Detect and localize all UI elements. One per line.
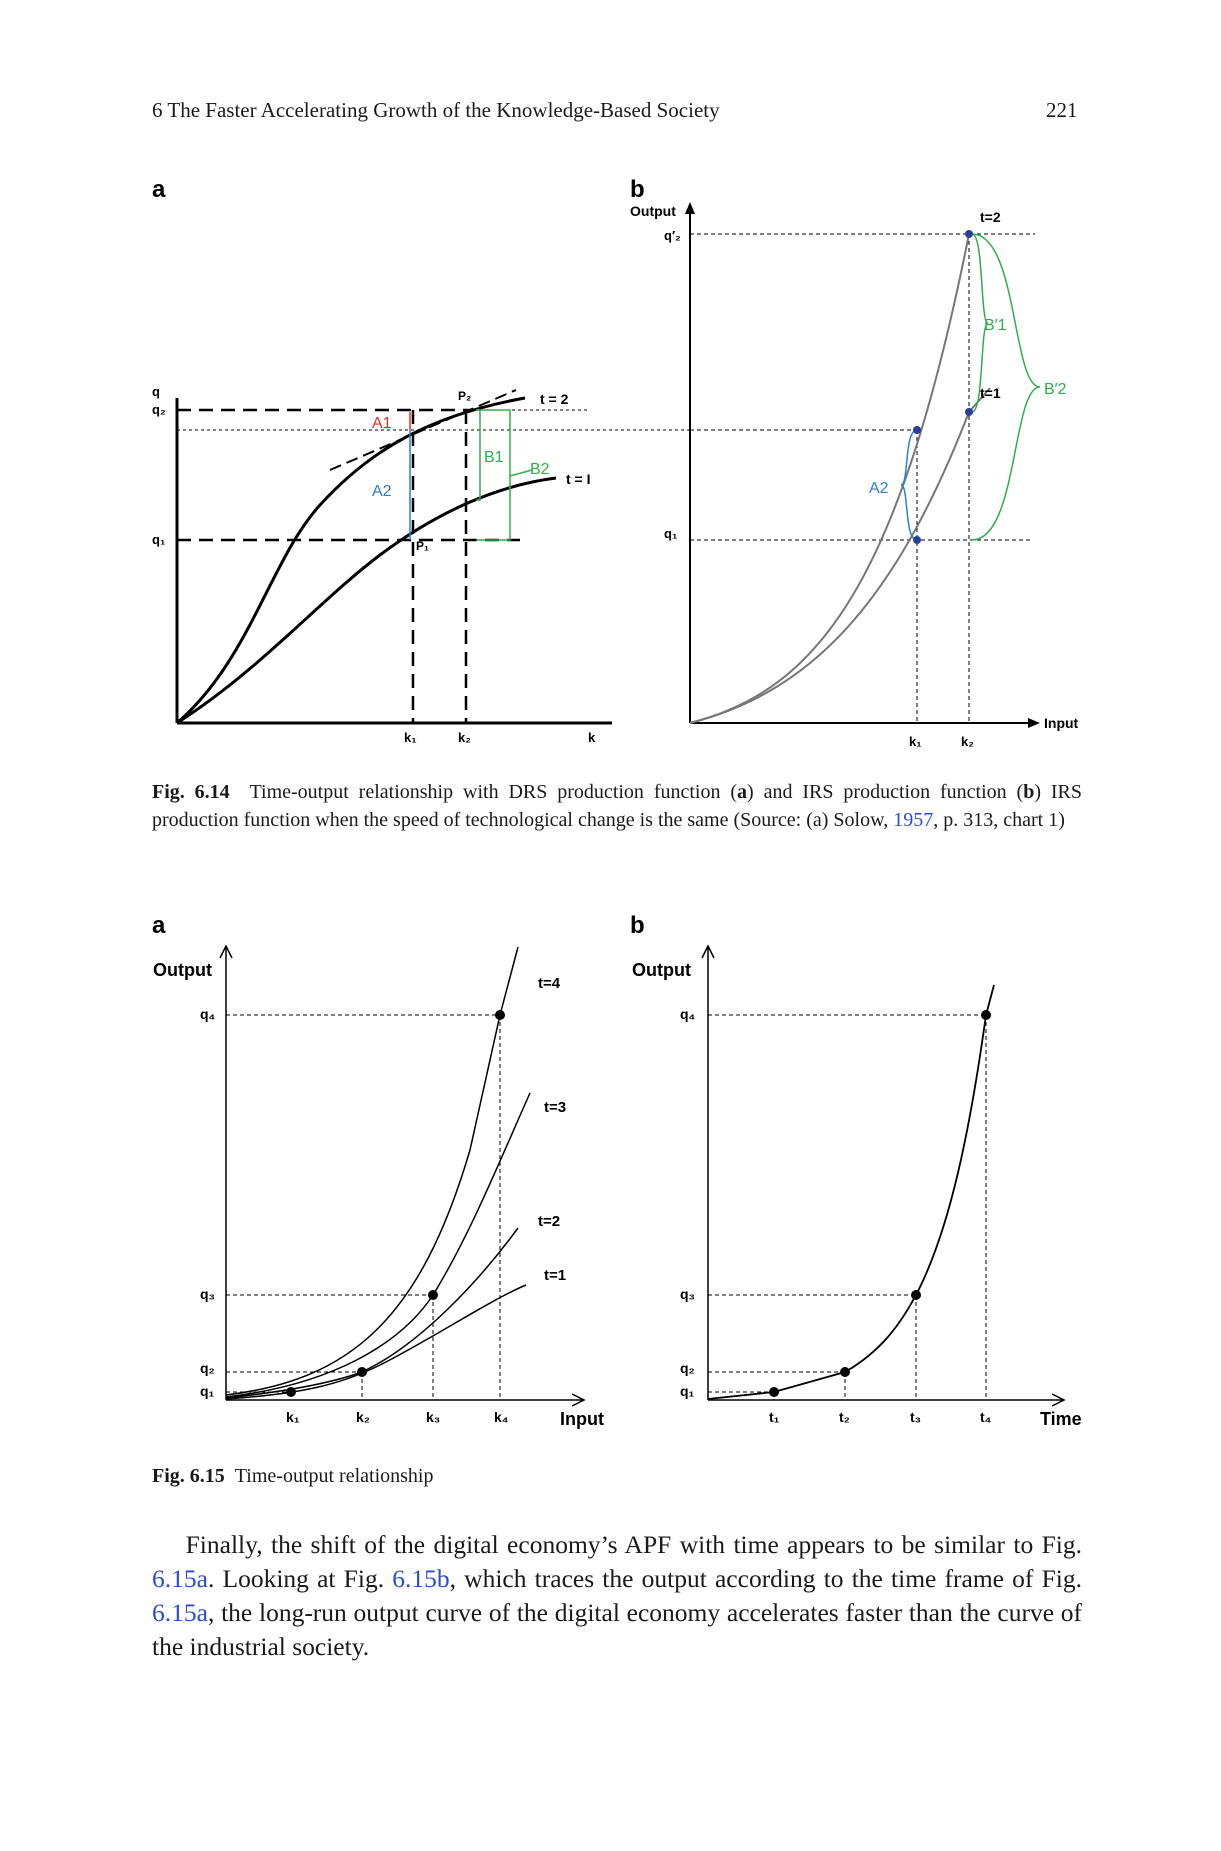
- fig615b-time-label: Time: [1040, 1409, 1082, 1429]
- figure-6-14: [0, 170, 1221, 760]
- fig615a-k1-label: k₁: [286, 1409, 300, 1425]
- fig614b-t2-label: t=2: [980, 209, 1001, 225]
- fig614b-a2-label: A2: [869, 480, 889, 497]
- fig614b-output-label: Output: [630, 203, 676, 219]
- fig614b-k2-label: k₂: [961, 734, 975, 749]
- fig615-panel-b-letter: b: [630, 912, 645, 939]
- fig615a-point-q4: [495, 1010, 505, 1020]
- fig615a-point-q3: [428, 1290, 438, 1300]
- fig614a-b1-bracket: [476, 410, 480, 500]
- fig614a-b2-tick: [510, 470, 532, 476]
- fig615a-k4-label: k₄: [494, 1409, 509, 1425]
- fig614-caption-citation-link[interactable]: 1957: [893, 809, 934, 831]
- fig614-panel-b-letter: b: [630, 176, 645, 203]
- fig614a-k1-label: k₁: [404, 730, 417, 745]
- fig615a-point-q2: [357, 1367, 367, 1377]
- fig615a-input-label: Input: [560, 1409, 604, 1429]
- fig615b-output-curve: [708, 985, 994, 1399]
- fig615b-t1-label: t₁: [769, 1409, 780, 1425]
- fig615a-curve-t3: [226, 1093, 530, 1397]
- fig614-caption-b: b: [1023, 781, 1035, 803]
- fig614a-k2-label: k₂: [458, 730, 472, 745]
- fig615a-t3-label: t=3: [544, 1099, 567, 1116]
- fig614a-a2-label: A2: [372, 483, 392, 500]
- fig615b-output-label: Output: [632, 960, 691, 980]
- fig614-caption-label: Fig. 6.14: [152, 781, 230, 803]
- fig615a-curve-t1: [226, 1285, 526, 1399]
- paragraph-text-3: , which traces the output according to the time frame of Fig.: [449, 1564, 1082, 1593]
- fig614a-q1-label: q₁: [152, 532, 166, 547]
- fig614a-p2-label: P₂: [458, 389, 472, 403]
- fig614-caption-part3: ) IRS production function when the speed of technological change is the same (Source: (a) Solow,: [152, 781, 1082, 831]
- paragraph-link-fig-6-15a[interactable]: 6.15a: [152, 1564, 208, 1593]
- fig615-caption-text: Time-output relationship: [234, 1465, 434, 1487]
- fig614-caption: [152, 778, 1082, 834]
- fig615-caption-label: Fig. 6.15: [152, 1465, 225, 1487]
- fig614b-point-q2p: [965, 230, 973, 238]
- fig614b-t1-label: t=1: [980, 385, 1001, 401]
- fig614b-k1-label: k₁: [909, 734, 922, 749]
- fig615b-q2-label: q₂: [680, 1360, 695, 1376]
- paragraph-text-4: , the long-run output curve of the digital economy accelerates faster than the curve of the industrial society.: [152, 1598, 1082, 1661]
- fig615a-q2-label: q₂: [200, 1360, 215, 1376]
- fig614a-b1-label: B1: [484, 449, 504, 466]
- fig615a-q4-label: q₄: [200, 1006, 216, 1022]
- fig614-caption-part2: ) and IRS production function (: [747, 781, 1024, 803]
- fig615a-k2-label: k₂: [356, 1409, 371, 1425]
- body-paragraph: [152, 1528, 1082, 1664]
- fig615a-k3-label: k₃: [426, 1409, 441, 1425]
- fig614a-curve-t2: [177, 398, 525, 723]
- page-number: 221: [1046, 98, 1078, 122]
- fig615b-point-q1: [769, 1387, 779, 1397]
- fig615b-q1-label: q₁: [680, 1383, 695, 1399]
- fig614b-input-label: Input: [1044, 715, 1079, 731]
- paragraph-text-2: . Looking at Fig.: [207, 1564, 393, 1593]
- fig614b-x-arrow: [1028, 718, 1040, 728]
- fig614b-q2p-label: q′₂: [664, 228, 681, 243]
- fig614a-p1-label: P₁: [416, 539, 429, 553]
- fig614b-b1p-label: B′1: [984, 317, 1007, 334]
- fig614a-q2-label: q₂: [152, 402, 166, 417]
- fig614a-b2-bracket: [476, 410, 510, 540]
- fig614a-t1-label: t = I: [566, 471, 591, 487]
- fig614a-b2-label: B2: [530, 461, 550, 478]
- fig614-panel-a-letter: a: [152, 176, 166, 203]
- fig615b-t4-label: t₄: [980, 1409, 992, 1425]
- fig615a-q1-label: q₁: [200, 1383, 215, 1399]
- fig615b-point-q2: [840, 1367, 850, 1377]
- fig615-panel-a-letter: a: [152, 912, 166, 939]
- fig615b-t3-label: t₃: [910, 1409, 922, 1425]
- fig614-caption-part4: , p. 313, chart 1): [933, 809, 1065, 831]
- fig614b-b2p-label: B′2: [1044, 381, 1067, 398]
- paragraph-link-fig-6-15b[interactable]: 6.15b: [392, 1564, 450, 1593]
- fig614b-curve-t2: [690, 234, 969, 723]
- fig615a-output-label: Output: [153, 960, 212, 980]
- fig614-caption-a: a: [737, 781, 748, 803]
- fig614a-q-label: q: [152, 384, 160, 399]
- fig615b-t2-label: t₂: [839, 1409, 850, 1425]
- fig615b-point-q4: [981, 1010, 991, 1020]
- fig615b-point-q3: [911, 1290, 921, 1300]
- fig615a-t2-label: t=2: [538, 1213, 561, 1230]
- paragraph-text-1: Finally, the shift of the digital economy’s APF with time appears to be similar to Fig.: [185, 1530, 1083, 1559]
- fig615b-q4-label: q₄: [680, 1006, 696, 1022]
- fig614b-curve-t1: [690, 388, 990, 723]
- fig614b-point-t2-k1: [913, 426, 921, 434]
- paragraph-link-fig-6-15a-second[interactable]: 6.15a: [152, 1598, 208, 1627]
- fig614b-point-t1-k2: [965, 408, 973, 416]
- fig615-caption: [152, 1462, 1082, 1490]
- fig615a-q3-label: q₃: [200, 1286, 216, 1302]
- fig615a-curve-t4: [226, 947, 518, 1395]
- fig615b-q3-label: q₃: [680, 1286, 696, 1302]
- fig614b-y-arrow: [685, 202, 695, 214]
- fig615a-t4-label: t=4: [538, 975, 561, 992]
- fig614a-t2-label: t = 2: [540, 391, 569, 407]
- fig614a-curve-t1: [177, 478, 556, 723]
- fig614b-point-q1: [913, 536, 921, 544]
- running-header-title: 6 The Faster Accelerating Growth of the Knowledge-Based Society: [152, 98, 720, 122]
- fig615a-point-q1: [286, 1387, 296, 1397]
- fig615a-t1-label: t=1: [544, 1267, 567, 1284]
- fig614b-q1-label: q₁: [664, 526, 678, 541]
- fig614-caption-part1: Time-output relationship with DRS production function (: [249, 781, 738, 803]
- figure-6-15: [0, 900, 1221, 1440]
- fig614a-k-label: k: [588, 730, 596, 745]
- fig614a-a1-label: A1: [372, 415, 392, 432]
